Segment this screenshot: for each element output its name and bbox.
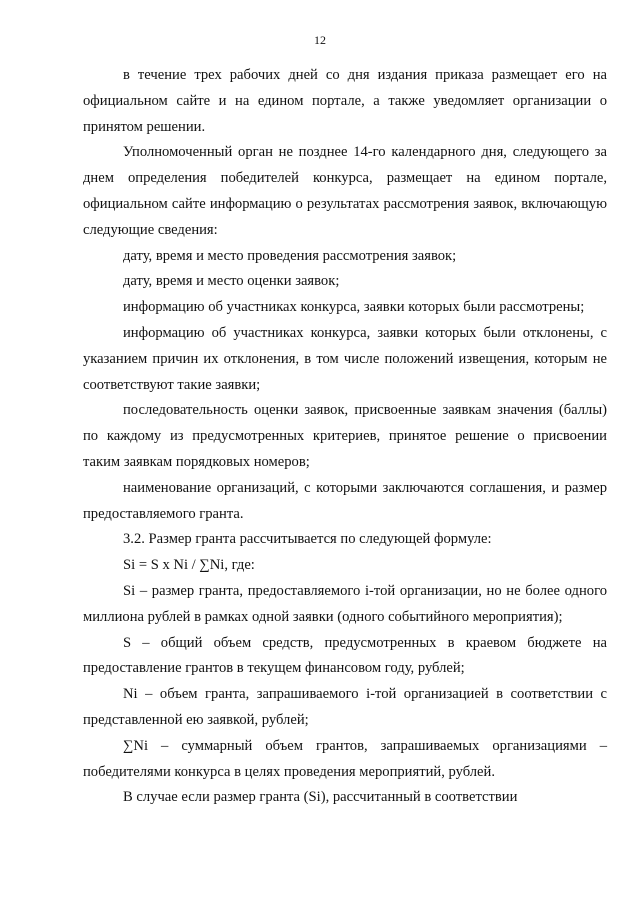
paragraph-9: 3.2. Размер гранта рассчитывается по следующей формуле: bbox=[123, 531, 492, 548]
paragraph-last: В случае если размер гранта (Si), рассчитанный в соответствии bbox=[123, 789, 518, 806]
paragraph-s: S – общий объем средств, предусмотренных в краевом бюджете на предоставление грантов в текущем финансовом году, рублей; bbox=[83, 634, 607, 677]
paragraph-sum-ni: ∑Ni – суммарный объем грантов, запрашиваемых организациями – победителями конкурса в целях проведения мероприятий, рублей. bbox=[83, 737, 607, 780]
paragraph-7: последовательность оценки заявок, присвоенные заявкам значения (баллы) по каждому из предусмотренных критериев, принятое решение о присвоении таким заявкам порядковых номеров; bbox=[83, 402, 607, 470]
document-body bbox=[83, 63, 607, 811]
paragraph-6: информацию об участниках конкурса, заявки которых были отклонены, с указанием причин их отклонения, в том числе положений извещения, которым не соответствуют такие заявки; bbox=[83, 324, 607, 393]
paragraph-2: Уполномоченный орган не позднее 14-го календарного дня, следующего за днем определения победителей конкурса, размещает на едином портале, официальном сайте информацию о результатах рассмотрения заявок, включающую следующие сведения: bbox=[83, 144, 607, 238]
paragraph-si: Si – размер гранта, предоставляемого i-той организации, но не более одного миллиона рублей в рамках одной заявки (одного событийного мероприятия); bbox=[83, 582, 607, 625]
page-number: 12 bbox=[314, 33, 326, 47]
paragraph-5: информацию об участниках конкурса, заявки которых были рассмотрены; bbox=[123, 299, 585, 316]
paragraph-3: дату, время и место проведения рассмотрения заявок; bbox=[123, 247, 457, 264]
formula: Si = S x Ni / ∑Ni, где: bbox=[123, 557, 255, 574]
paragraph-8: наименование организаций, с которыми заключаются соглашения, и размер предоставляемого гранта. bbox=[83, 479, 607, 522]
paragraph-4: дату, время и место оценки заявок; bbox=[123, 273, 340, 290]
paragraph-ni: Ni – объем гранта, запрашиваемого i-той организацией в соответствии с представленной ею заявкой, рублей; bbox=[83, 686, 607, 728]
paragraph-1: в течение трех рабочих дней со дня издания приказа размещает его на официальном сайте и на едином портале, а также уведомляет организации о принятом решении. bbox=[83, 67, 607, 135]
